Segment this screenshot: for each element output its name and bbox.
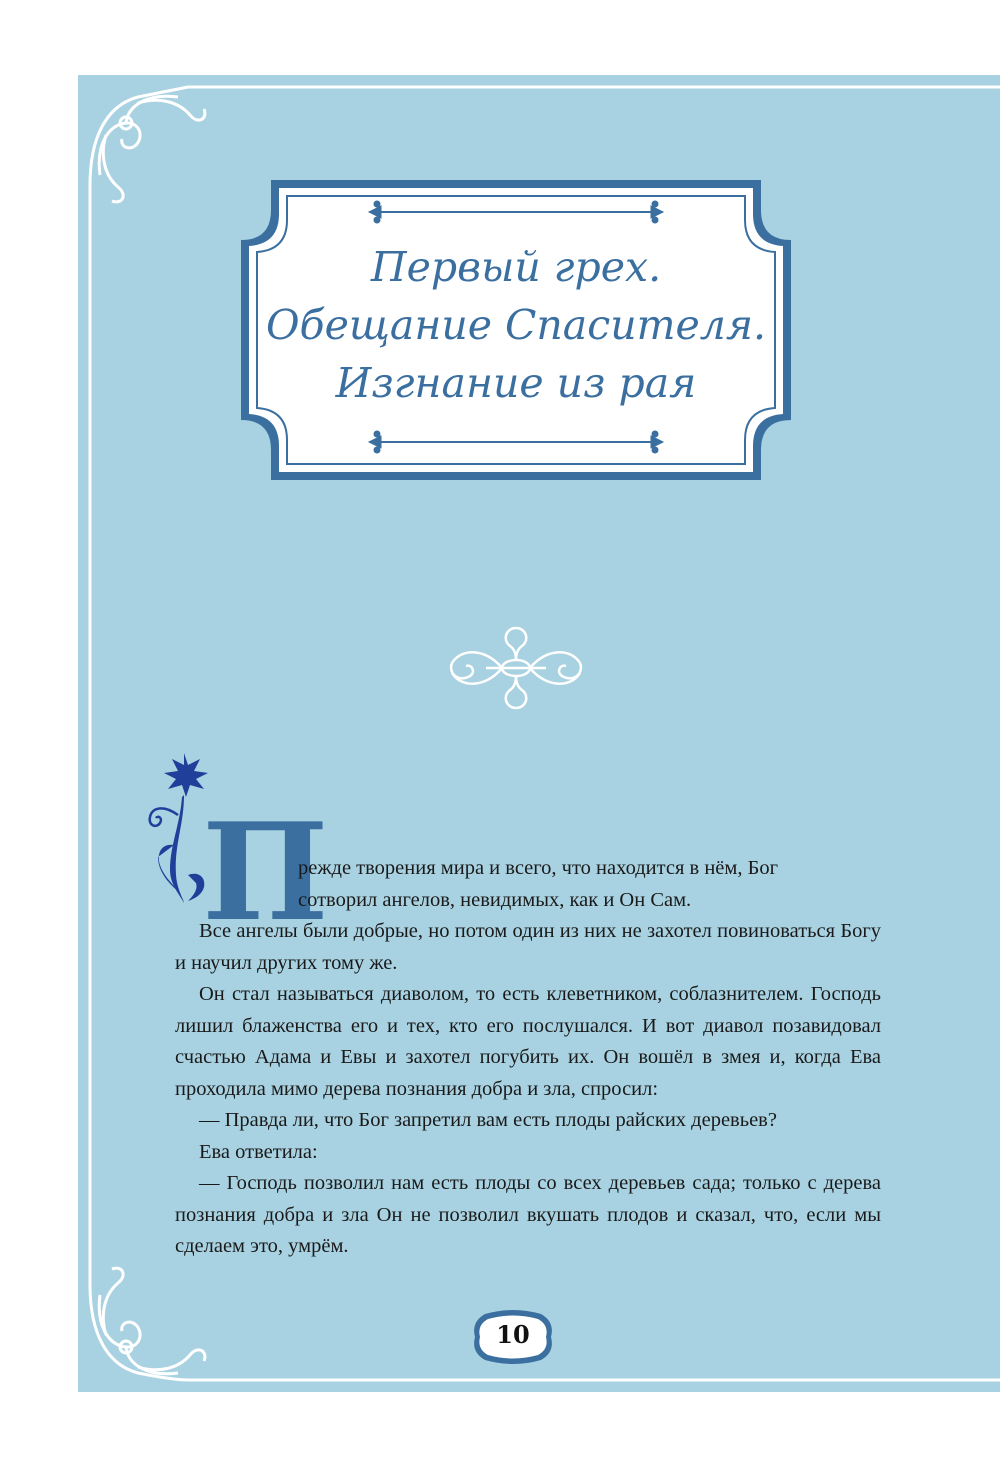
body-first-line-cont: сотворил ангелов, невидимых, как и Он Сам. xyxy=(298,888,692,911)
book-page xyxy=(78,75,1000,1392)
title-line-2: Обещание Спасителя. xyxy=(265,301,767,349)
body-paragraph: Он стал называться диаволом, то есть клеветником, соблазнителем. Господь лишил блаженства его и тех, кто его послушался. И вот диавол позавидовал счастью Адама и Евы и захотел погубить их. Он вошёл в змея и, когда Ева проходила мимо дерева познания добра и зла, спросил: xyxy=(175,983,881,1100)
body-paragraph: — Правда ли, что Бог запретил вам есть плоды райских деревьев? xyxy=(199,1109,777,1131)
flourish-ornament-icon xyxy=(446,618,586,718)
body-paragraph: Все ангелы были добрые, но потом один из них не захотел повиноваться Богу и научил других тому же. xyxy=(175,920,881,974)
body-first-line: режде творения мира и всего, что находится в нём, Бог xyxy=(298,857,779,879)
drop-cap: П xyxy=(202,793,329,951)
page-title xyxy=(241,238,791,412)
page-number: 10 xyxy=(496,1320,530,1349)
title-line-3: Изгнание из рая xyxy=(335,359,697,407)
title-plaque xyxy=(241,180,791,480)
title-line-1: Первый грех. xyxy=(370,243,662,291)
body-text xyxy=(175,853,881,1263)
body-paragraph: — Господь позволил нам есть плоды со всех деревьев сада; только с дерева познания добра и зла Он не позволил вкушать плодов и сказал, что, если мы сделаем это, умрём. xyxy=(175,1172,881,1257)
body-paragraph: Ева ответила: xyxy=(199,1140,318,1163)
